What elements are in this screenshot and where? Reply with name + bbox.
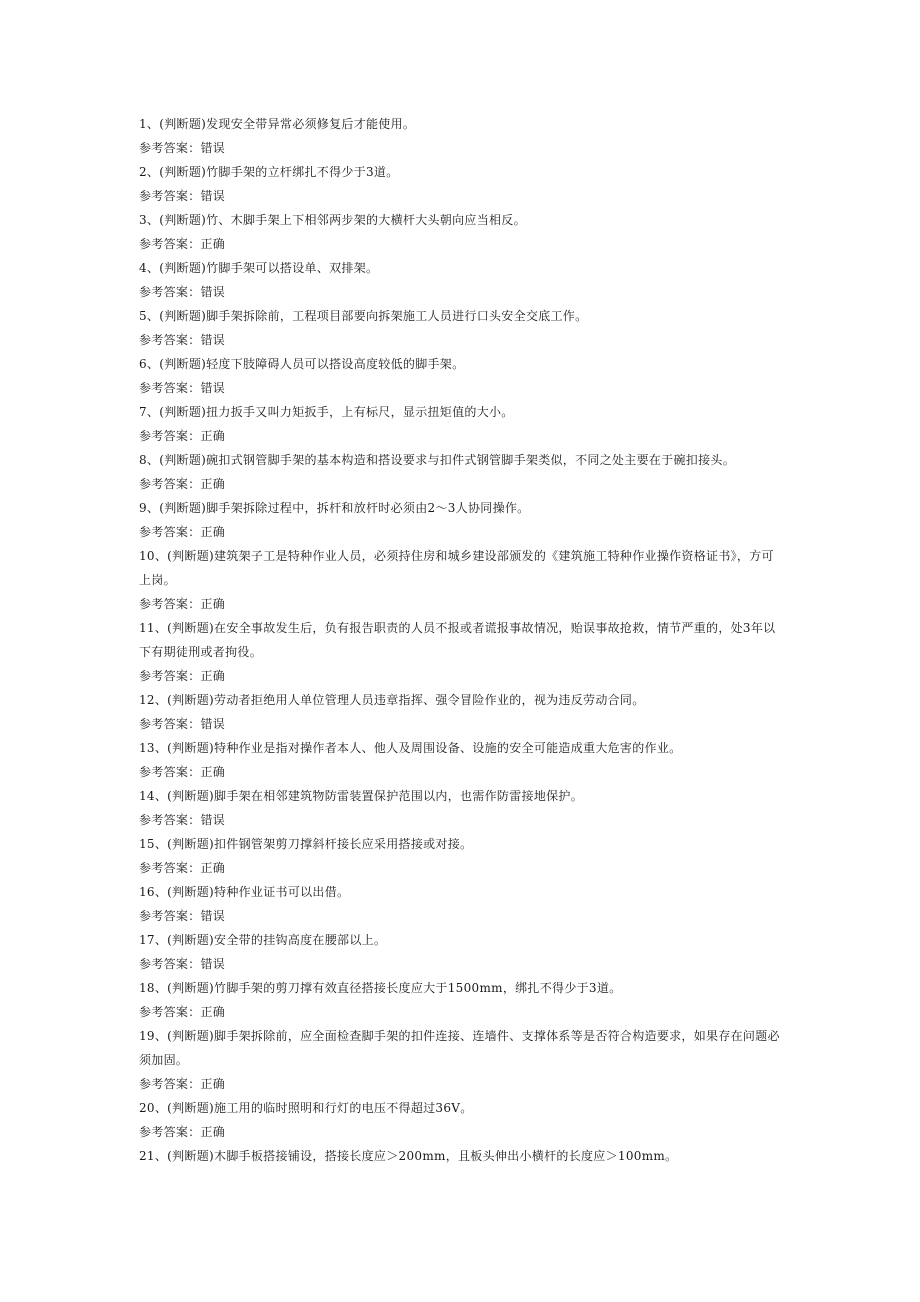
answer-text: 参考答案：正确 xyxy=(139,669,226,683)
question-item xyxy=(139,400,784,448)
question-text: 20、(判断题)施工用的临时照明和行灯的电压不得超过36V。 xyxy=(139,1101,473,1115)
question-item xyxy=(139,496,784,544)
answer-text: 参考答案：错误 xyxy=(139,909,226,923)
question-text: 16、(判断题)特种作业证书可以出借。 xyxy=(139,885,350,899)
question-text: 10、(判断题)建筑架子工是特种作业人员，必须持住房和城乡建设部颁发的《建筑施工特种作业操作资格证书》，方可上岗。 xyxy=(139,549,774,587)
answer-text: 参考答案：正确 xyxy=(139,597,226,611)
question-text: 12、(判断题)劳动者拒绝用人单位管理人员违章指挥、强令冒险作业的，视为违反劳动合同。 xyxy=(139,693,645,707)
answer-text: 参考答案：正确 xyxy=(139,477,226,491)
question-text: 9、(判断题)脚手架拆除过程中，拆杆和放杆时必须由2～3人协同操作。 xyxy=(139,501,530,515)
answer-text: 参考答案：错误 xyxy=(139,813,226,827)
question-item xyxy=(139,928,784,976)
question-item xyxy=(139,784,784,832)
question-text: 19、(判断题)脚手架拆除前，应全面检查脚手架的扣件连接、连墙件、支撑体系等是否符合构造要求，如果存在问题必须加固。 xyxy=(139,1029,780,1067)
question-item xyxy=(139,160,784,208)
question-text: 17、(判断题)安全带的挂钩高度在腰部以上。 xyxy=(139,933,387,947)
question-text: 6、(判断题)轻度下肢障碍人员可以搭设高度较低的脚手架。 xyxy=(139,357,465,371)
question-item xyxy=(139,976,784,1024)
question-text: 13、(判断题)特种作业是指对操作者本人、他人及周围设备、设施的安全可能造成重大危害的作业。 xyxy=(139,741,682,755)
answer-text: 参考答案：错误 xyxy=(139,381,226,395)
question-text: 14、(判断题)脚手架在相邻建筑物防雷装置保护范围以内，也需作防雷接地保护。 xyxy=(139,789,584,803)
question-item xyxy=(139,112,784,160)
question-item xyxy=(139,832,784,880)
question-text: 21、(判断题)木脚手板搭接铺设，搭接长度应＞200mm，且板头伸出小横杆的长度应＞100mm。 xyxy=(139,1149,678,1163)
answer-text: 参考答案：错误 xyxy=(139,189,226,203)
question-text: 15、(判断题)扣件钢管架剪刀撑斜杆接长应采用搭接或对接。 xyxy=(139,837,473,851)
answer-text: 参考答案：正确 xyxy=(139,1125,226,1139)
question-item xyxy=(139,256,784,304)
answer-text: 参考答案：错误 xyxy=(139,285,226,299)
question-text: 4、(判断题)竹脚手架可以搭设单、双排架。 xyxy=(139,261,379,275)
question-item xyxy=(139,448,784,496)
question-text: 5、(判断题)脚手架拆除前，工程项目部要向拆架施工人员进行口头安全交底工作。 xyxy=(139,309,588,323)
answer-text: 参考答案：正确 xyxy=(139,525,226,539)
answer-text: 参考答案：正确 xyxy=(139,765,226,779)
answer-text: 参考答案：正确 xyxy=(139,861,226,875)
question-text: 11、(判断题)在安全事故发生后，负有报告职责的人员不报或者谎报事故情况，贻误事故抢救，情节严重的，处3年以下有期徒刑或者拘役。 xyxy=(139,621,776,659)
question-item xyxy=(139,1096,784,1144)
question-item xyxy=(139,736,784,784)
answer-text: 参考答案：正确 xyxy=(139,237,226,251)
question-text: 1、(判断题)发现安全带异常必须修复后才能使用。 xyxy=(139,117,416,131)
question-item xyxy=(139,208,784,256)
question-item xyxy=(139,616,784,688)
question-text: 8、(判断题)碗扣式钢管脚手架的基本构造和搭设要求与扣件式钢管脚手架类似，不同之处主要在于碗扣接头。 xyxy=(139,453,736,467)
question-item xyxy=(139,688,784,736)
question-text: 18、(判断题)竹脚手架的剪刀撑有效直径搭接长度应大于1500mm，绑扎不得少于3道。 xyxy=(139,981,622,995)
question-item xyxy=(139,1144,784,1168)
question-text: 7、(判断题)扭力扳手又叫力矩扳手，上有标尺，显示扭矩值的大小。 xyxy=(139,405,514,419)
answer-text: 参考答案：错误 xyxy=(139,141,226,155)
question-text: 3、(判断题)竹、木脚手架上下相邻两步架的大横杆大头朝向应当相反。 xyxy=(139,213,526,227)
answer-text: 参考答案：错误 xyxy=(139,717,226,731)
question-text: 2、(判断题)竹脚手架的立杆绑扎不得少于3道。 xyxy=(139,165,399,179)
answer-text: 参考答案：错误 xyxy=(139,333,226,347)
answer-text: 参考答案：正确 xyxy=(139,429,226,443)
question-item xyxy=(139,880,784,928)
question-item xyxy=(139,304,784,352)
answer-text: 参考答案：正确 xyxy=(139,1077,226,1091)
question-item xyxy=(139,1024,784,1096)
answer-text: 参考答案：正确 xyxy=(139,1005,226,1019)
question-list xyxy=(139,112,784,1168)
question-item xyxy=(139,352,784,400)
answer-text: 参考答案：错误 xyxy=(139,957,226,971)
question-item xyxy=(139,544,784,616)
